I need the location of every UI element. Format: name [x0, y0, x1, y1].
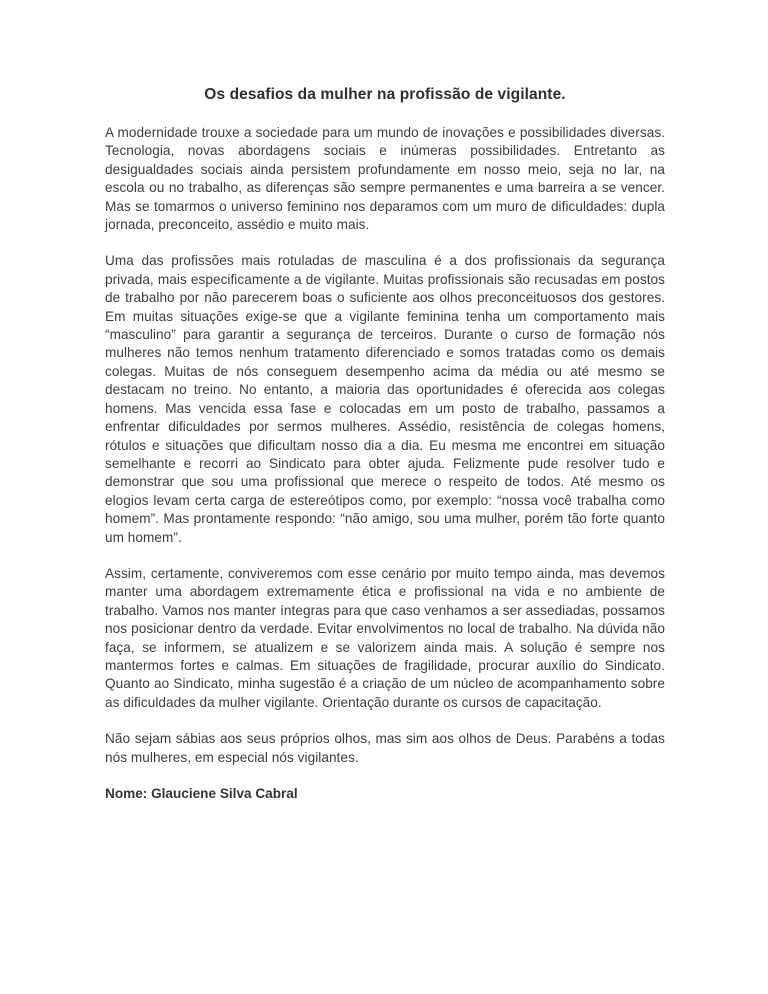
paragraph-conduct: Assim, certamente, conviveremos com esse cenário por muito tempo ainda, mas devemos manter uma abordagem extremamente ética e profissional na vida e no ambiente de trabalho. Vamos nos manter íntegras para que caso venhamos a ser assediadas, possamos nos posicionar dentro da verdade. Evitar envolvimentos no local de trabalho. Na dúvida não faça, se informem, se atualizem e se valorizem ainda mais. A solução é sempre nos mantermos fortes e calmas. Em situações de fragilidade, procurar auxílio do Sindicato. Quanto ao Sindicato, minha sugestão é a criação de um núcleo de acompanhamento sobre as dificuldades da mulher vigilante. Orientação durante os cursos de capacitação.: [105, 565, 665, 710]
author-signature: Nome: Glauciene Silva Cabral: [105, 786, 298, 801]
document-title: Os desafios da mulher na profissão de vigilante.: [204, 86, 566, 103]
paragraph-intro: A modernidade trouxe a sociedade para um mundo de inovações e possibilidades diversas. Tecnologia, novas abordagens sociais e inúmeras possibilidades. Entretanto as desigualdades sociais ainda persistem profundamente em nosso meio, seja no lar, na escola ou no trabalho, as diferenças são sempre permanentes e uma barreira a se vencer. Mas se tomarmos o universo feminino nos deparamos com um muro de dificuldades: dupla jornada, preconceito, assédio e muito mais.: [105, 125, 665, 233]
paragraph-closing: Não sejam sábias aos seus próprios olhos, mas sim aos olhos de Deus. Parabéns a todas nós mulheres, em especial nós vigilantes.: [105, 731, 665, 765]
paragraph-profession: Uma das profissões mais rotuladas de masculina é a dos profissionais da segurança privada, mais especificamente a de vigilante. Muitas profissionais são recusadas em postos de trabalho por não parecerem boas o suficiente aos olhos preconceituosos dos gestores. Em muitas situações exige-se que a vigilante feminina tenha um comportamento mais “masculino” para garantir a segurança de terceiros. Durante o curso de formação nós mulheres não temos nenhum tratamento diferenciado e somos tratadas como os demais colegas. Muitas de nós conseguem desempenho acima da média ou até mesmo se destacam no treino. No entanto, a maioria das oportunidades é oferecida aos colegas homens. Mas vencida essa fase e colocadas em um posto de trabalho, passamos a enfrentar dificuldades por sermos mulheres. Assédio, resistência de colegas homens, rótulos e situações que dificultam nosso dia a dia. Eu mesma me encontrei em situação semelhante e recorri ao Sindicato para obter ajuda. Felizmente pude resolver tudo e demonstrar que sou uma profissional que merece o respeito de todos. Até mesmo os elogios levam certa carga de estereótipos como, por exemplo: “nossa você trabalha como homem”. Mas prontamente respondo: “não amigo, sou uma mulher, porém tão forte quanto um homem”.: [105, 253, 665, 545]
